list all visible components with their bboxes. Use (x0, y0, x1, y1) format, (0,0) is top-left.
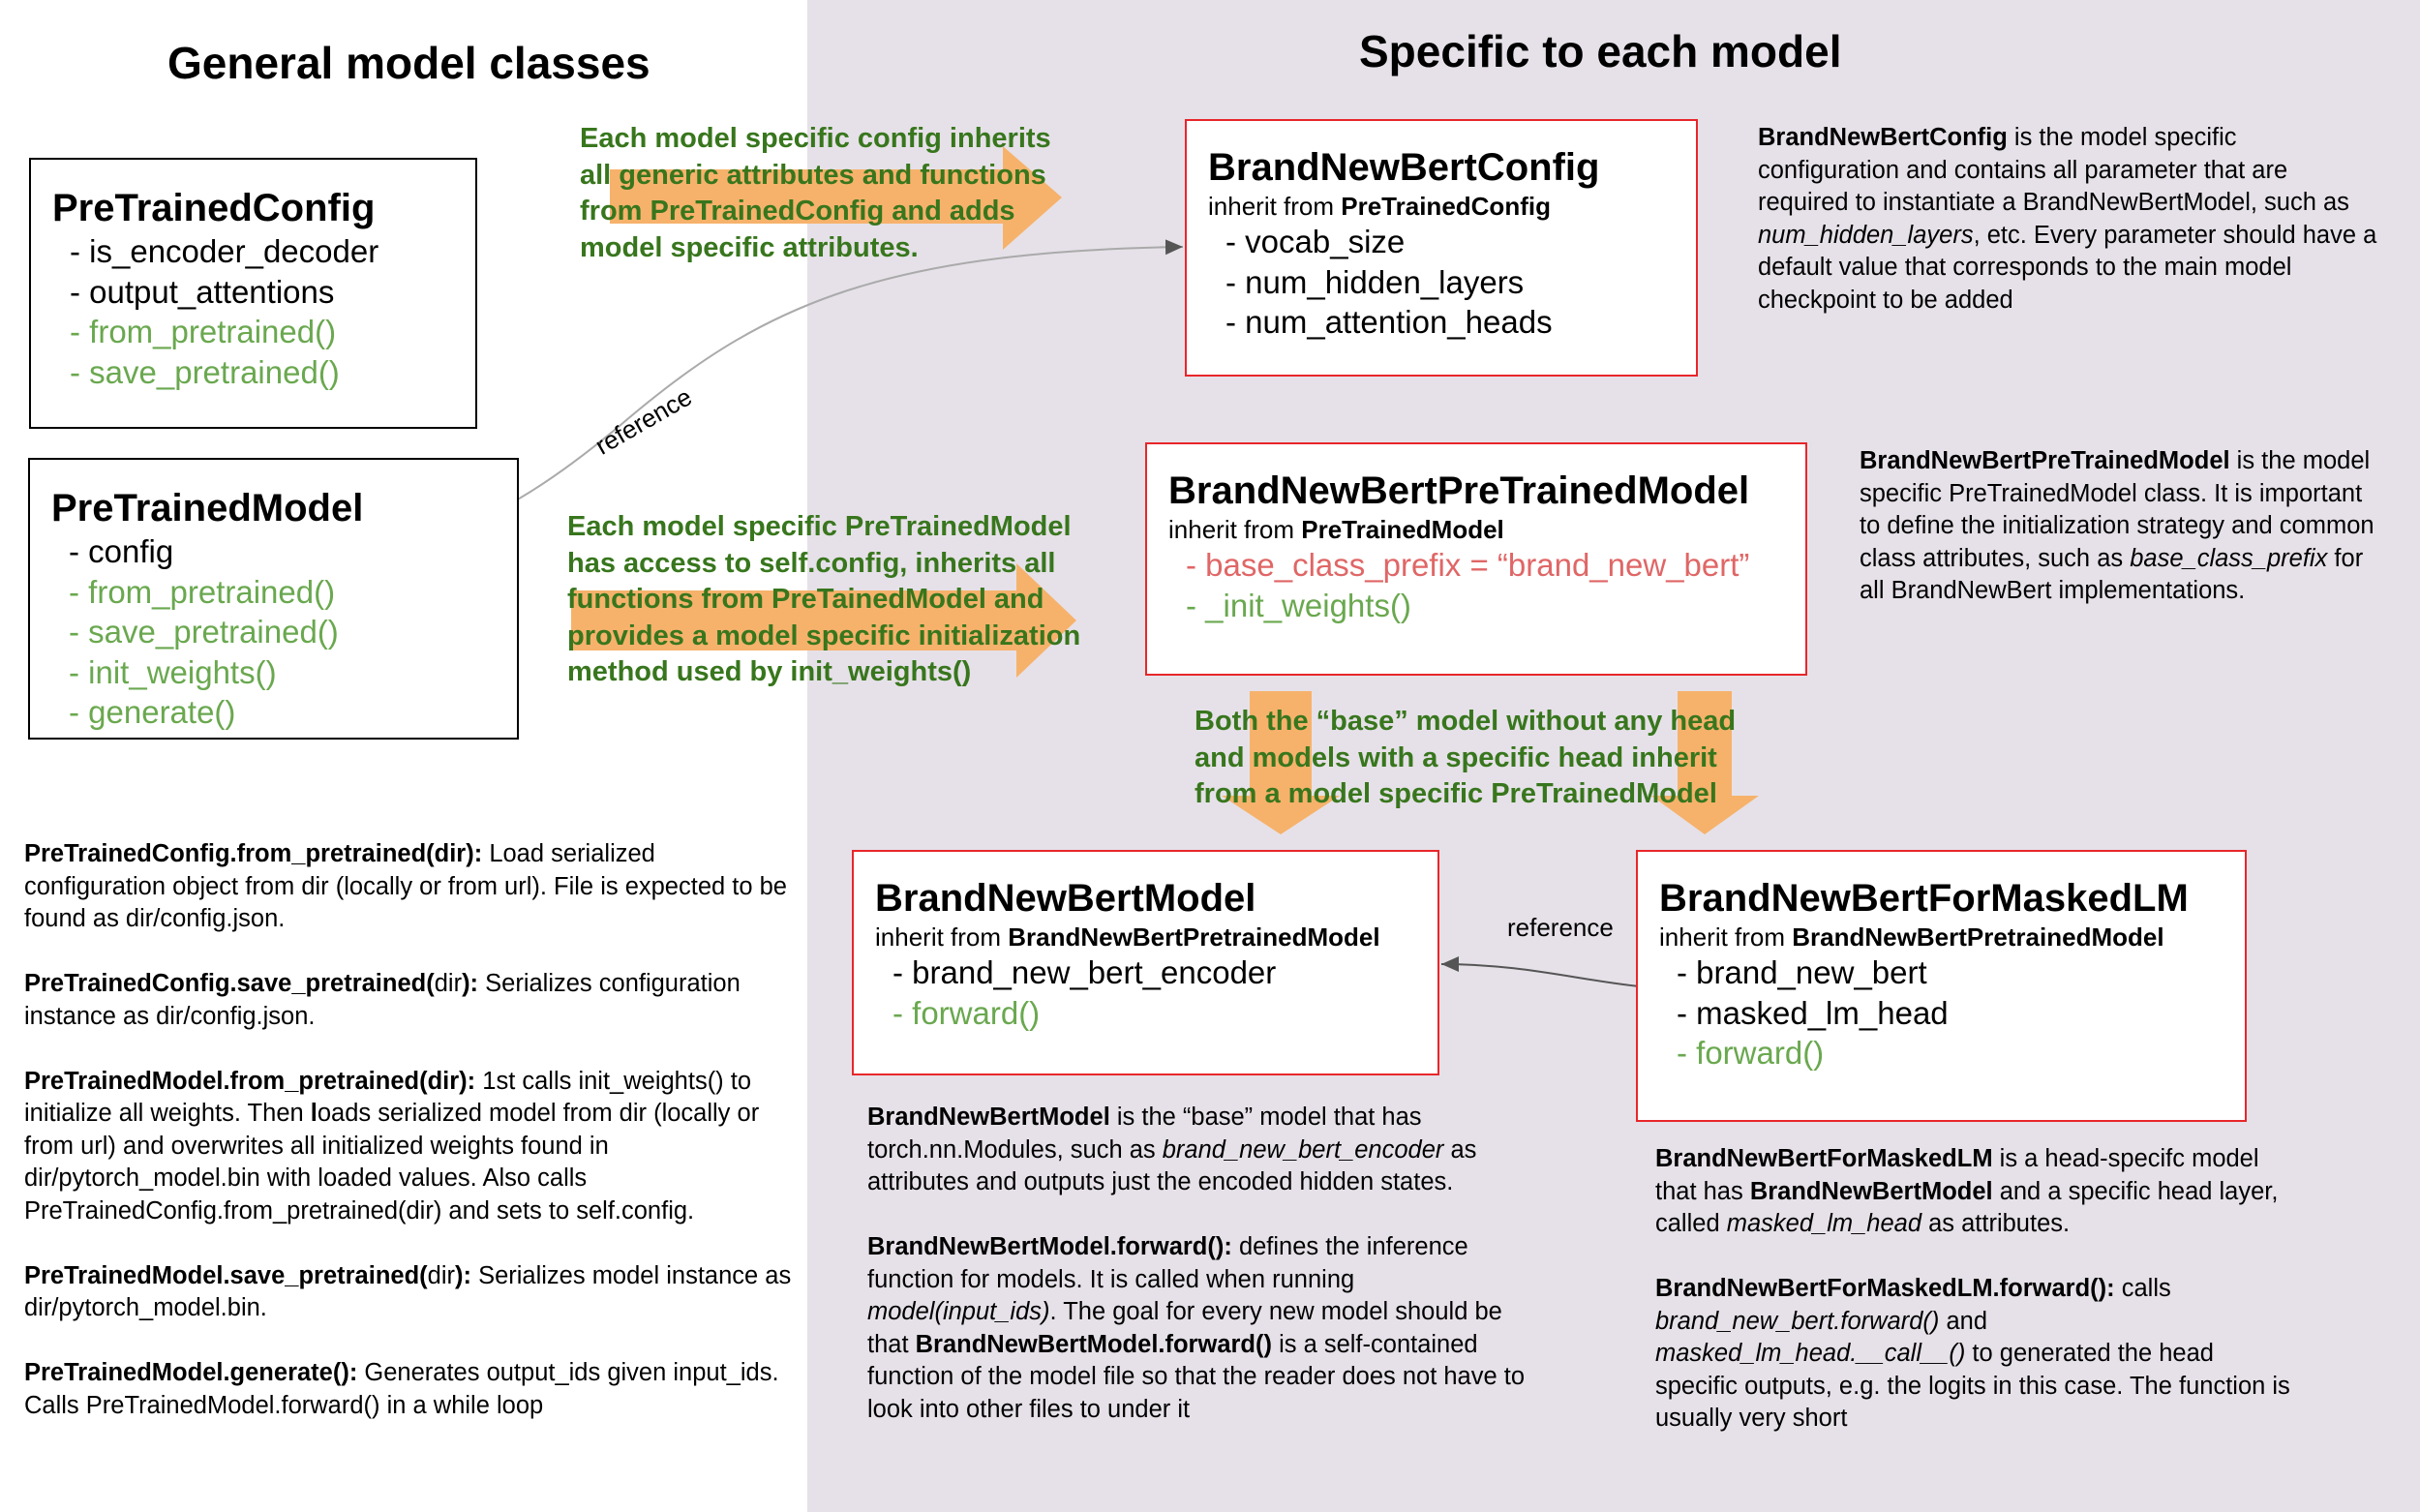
description-text: BrandNewBertConfig (1758, 124, 2008, 151)
description-text: dir (427, 1261, 455, 1289)
box-attribute: - masked_lm_head (1677, 994, 1949, 1031)
box-attribute: - num_attention_heads (1225, 304, 1553, 340)
box-title: BrandNewBertConfig (1208, 146, 1600, 189)
box-title: BrandNewBertForMaskedLM (1659, 877, 2189, 920)
description-text: masked_lm_head.__call__() (1655, 1340, 1966, 1367)
description-text: Generates output_ids given input_ids. Calls PreTrainedModel.forward() in a while loop (24, 1359, 779, 1419)
box-attribute: - output_attentions (70, 273, 335, 310)
box-title: BrandNewBertPreTrainedModel (1168, 469, 1750, 512)
model-inherit-note (567, 509, 1080, 691)
reference-label-config: reference (590, 381, 697, 461)
inherit-line (1168, 514, 1805, 545)
bnb-pretrained-description (1860, 445, 2382, 640)
inherit-prefix: inherit from (1659, 922, 1793, 952)
description-text: Serializes configuration instance as dir/config.json. (24, 970, 741, 1030)
description-paragraph (1860, 445, 2382, 608)
bnb-masked-lm-box (1636, 850, 2247, 1122)
general-methods-description (24, 838, 799, 1455)
description-text: brand_new_bert_encoder (1162, 1135, 1444, 1164)
bnb-pretrained-model-box (1145, 442, 1807, 676)
box-method: - from_pretrained() (69, 573, 336, 610)
description-paragraph (24, 1260, 799, 1325)
note-line: has access to self.config, inherits all (567, 547, 1056, 579)
box-method: - save_pretrained() (69, 614, 339, 650)
inherit-parent: BrandNewBertPretrainedModel (1008, 922, 1380, 952)
inherit-prefix: inherit from (1168, 515, 1302, 544)
box-attribute: - brand_new_bert_encoder (892, 954, 1277, 990)
inherit-prefix: inherit from (875, 922, 1009, 952)
description-text: ): (462, 970, 479, 997)
description-paragraph (24, 968, 799, 1033)
description-text: BrandNewBertForMaskedLM.forward(): (1655, 1275, 2115, 1302)
description-text: base_class_prefix (2130, 544, 2328, 572)
description-paragraph (1655, 1143, 2294, 1241)
specific-heading: Specific to each model (1359, 26, 1842, 76)
inherit-parent: PreTrainedModel (1301, 515, 1504, 544)
note-line: model specific attributes. (580, 231, 919, 263)
inherit-line (1208, 191, 1696, 222)
note-line: and models with a specific head inherit (1195, 741, 1717, 773)
note-line: Each model specific PreTrainedModel (567, 511, 1072, 542)
description-text: defines the inference function for models. It is called when running (867, 1233, 1468, 1293)
bnb-config-box (1185, 119, 1698, 377)
bnb-model-box (852, 850, 1439, 1075)
description-text: calls (2114, 1275, 2171, 1302)
description-text: is the model specific configuration and contains all parameter that are required to instantiate a BrandNewBertModel, such as (1758, 124, 2349, 216)
box-attribute: - config (69, 533, 174, 569)
description-text: 1st calls init_weights() to initialize all weights. Then (24, 1067, 752, 1127)
inherit-prefix: inherit from (1208, 192, 1342, 221)
description-text: BrandNewBertModel (1749, 1177, 1993, 1205)
description-text: model(input_ids) (867, 1298, 1050, 1325)
description-text: and (1939, 1307, 1988, 1335)
note-line: all generic attributes and functions (580, 159, 1046, 191)
note-line: method used by init_weights() (567, 656, 972, 687)
bnb-masked-lm-description (1655, 1143, 2294, 1467)
description-text: as attributes and outputs just the encoded hidden states. (867, 1135, 1477, 1195)
description-text: PreTrainedConfig.save_pretrained( (24, 970, 435, 997)
note-line: functions from PreTainedModel and (567, 584, 1044, 615)
description-text: is a head-specifc model that has (1655, 1145, 2259, 1205)
description-text: brand_new_bert.forward() (1655, 1307, 1940, 1335)
box-attribute: - is_encoder_decoder (70, 233, 379, 269)
inherit-line (875, 922, 1437, 953)
description-paragraph (867, 1102, 1526, 1199)
description-text: ): (455, 1261, 471, 1289)
box-method: - from_pretrained() (70, 314, 337, 349)
head-inherit-note (1195, 704, 1736, 813)
description-text: as attributes. (1921, 1210, 2071, 1237)
pretrained-config-box (29, 158, 477, 429)
bnb-config-description (1758, 122, 2377, 349)
description-text: is the “base” model that has torch.nn.Modules, such as (867, 1104, 1422, 1164)
description-text: Serializes model instance as dir/pytorch_model.bin. (24, 1261, 792, 1321)
description-text: to generated the head specific outputs, e.g. the logits in this case. The function is usually very short (1655, 1340, 2290, 1432)
box-attribute: - num_hidden_layers (1225, 263, 1525, 300)
description-text: masked_lm_head (1726, 1210, 1922, 1237)
inherit-parent: PreTrainedConfig (1341, 192, 1551, 221)
description-paragraph (1655, 1273, 2294, 1436)
description-text: is the model specific PreTrainedModel class. It is important to define the initialization strategy and common class attributes, such as (1860, 447, 2375, 572)
description-text: . The goal for every new model should be that (867, 1298, 1502, 1358)
description-paragraph (24, 838, 799, 936)
box-method: - forward() (1677, 1035, 1825, 1071)
box-attribute: - brand_new_bert (1677, 954, 1927, 990)
description-text: oads serialized model from dir (locally or from url) and overwrites all initialized weights found in dir/pytorch_model.bin with loaded values. Also calls PreTrainedConfig.from_pretrained(dir) and sets to self.config. (24, 1100, 760, 1225)
description-paragraph (1758, 122, 2377, 317)
box-method: - init_weights() (69, 653, 277, 690)
reference-label-model: reference (1507, 913, 1614, 942)
description-text: , etc. Every parameter should have a default value that corresponds to the main model checkpoint to be added (1758, 221, 2377, 314)
description-text: PreTrainedModel.generate(): (24, 1359, 358, 1386)
description-text: is a self-contained function of the model file so that the reader does not have to look into other files to under it (867, 1330, 1526, 1423)
description-text: PreTrainedConfig.from_pretrained(dir): (24, 840, 483, 867)
description-text: BrandNewBertModel.forward(): (867, 1233, 1232, 1260)
description-text: BrandNewBertModel.forward() (915, 1330, 1272, 1358)
bnb-model-description (867, 1102, 1526, 1459)
description-text: num_hidden_layers (1758, 221, 1974, 249)
note-line: Each model specific config inherits (580, 123, 1051, 154)
description-text: dir (434, 970, 463, 997)
description-text: BrandNewBertPreTrainedModel (1860, 447, 2230, 474)
note-line: provides a model specific initialization (567, 620, 1081, 651)
inherit-parent: BrandNewBertPretrainedModel (1792, 922, 2164, 952)
description-text: for all BrandNewBert implementations. (1860, 544, 2364, 604)
description-text: BrandNewBertForMaskedLM (1655, 1145, 1993, 1172)
inherit-line (1659, 922, 2245, 953)
description-text: BrandNewBertModel (867, 1104, 1110, 1131)
description-text: Load serialized configuration object from dir (locally or from url). File is expected to be found as dir/config.json. (24, 840, 787, 932)
box-method: - save_pretrained() (70, 353, 340, 390)
box-attribute: - vocab_size (1225, 224, 1406, 259)
box-title: PreTrainedConfig (52, 187, 376, 229)
box-method: - _init_weights() (1186, 587, 1411, 623)
note-line: from PreTrainedConfig and adds (580, 196, 1015, 227)
box-title: BrandNewBertModel (875, 877, 1256, 920)
config-inherit-note (580, 121, 1051, 266)
box-class-attribute: - base_class_prefix = “brand_new_bert” (1186, 547, 1750, 583)
pretrained-model-box (28, 458, 519, 740)
box-method: - generate() (69, 694, 236, 730)
description-paragraph (24, 1066, 799, 1228)
note-line: Both the “base” model without any head (1195, 706, 1737, 737)
box-method: - forward() (892, 994, 1041, 1031)
general-heading: General model classes (167, 38, 650, 88)
box-title: PreTrainedModel (51, 487, 364, 529)
description-paragraph (24, 1357, 799, 1422)
description-paragraph (867, 1231, 1526, 1426)
description-text: l (310, 1100, 318, 1127)
note-line: from a model specific PreTrainedModel (1195, 778, 1717, 809)
description-text: and a specific head layer, called (1655, 1177, 2279, 1237)
description-text: PreTrainedModel.from_pretrained(dir): (24, 1067, 476, 1095)
description-text: PreTrainedModel.save_pretrained( (24, 1261, 428, 1289)
